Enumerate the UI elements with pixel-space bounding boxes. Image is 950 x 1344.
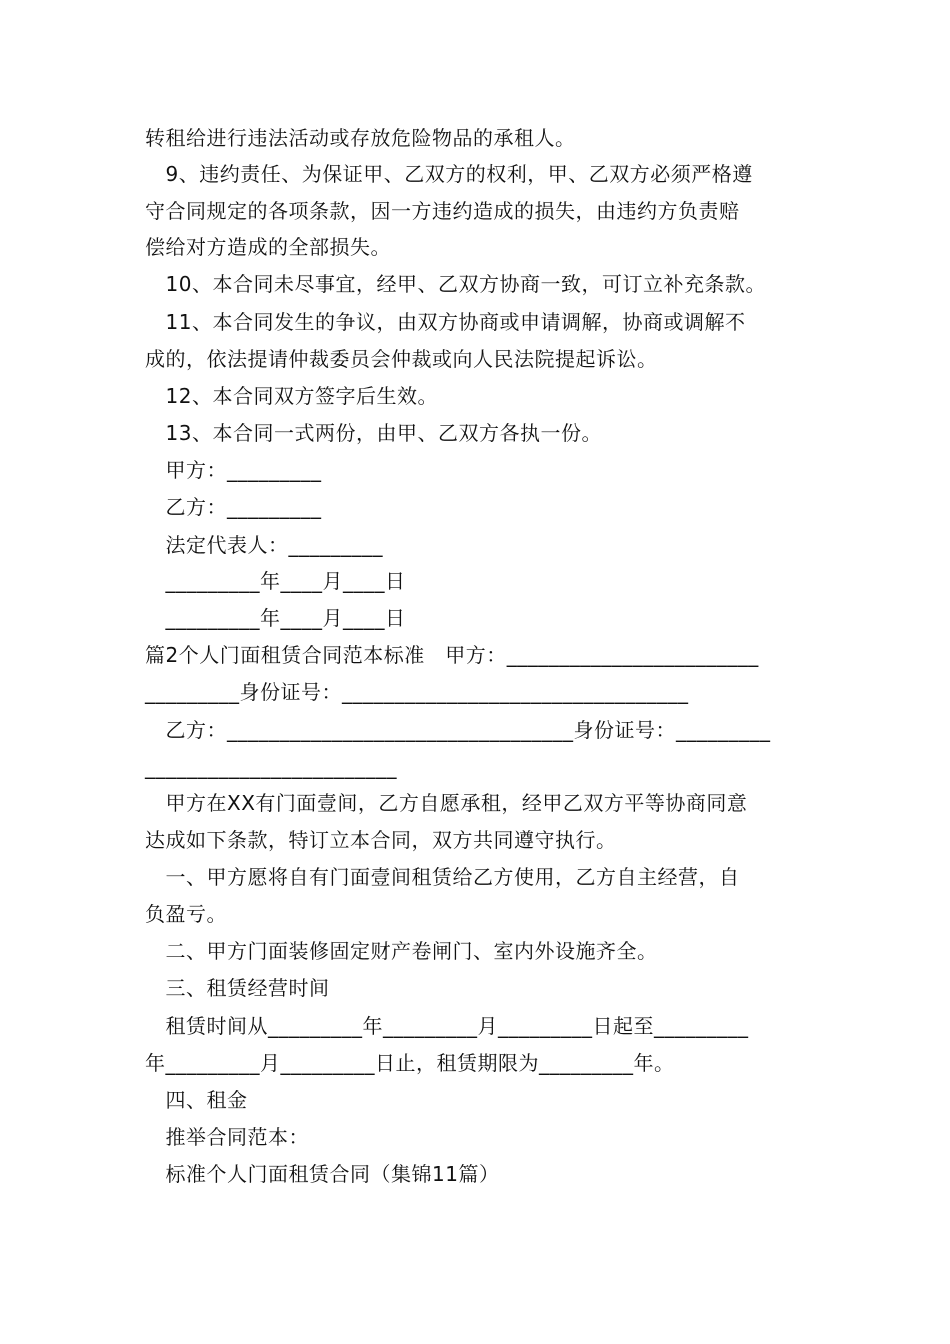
text-line: 推举合同范本： bbox=[145, 1125, 309, 1149]
text-line: 12、本合同双方签字后生效。 bbox=[145, 384, 438, 408]
text-line: 四、租金 bbox=[145, 1088, 248, 1112]
text-line: 二、甲方门面装修固定财产卷闸门、室内外设施齐全。 bbox=[145, 939, 658, 963]
text-line: 年_________月_________日止，租赁期限为_________年。 bbox=[145, 1051, 675, 1075]
recommended-link: 标准个人门面租赁合同（集锦11篇） bbox=[145, 1162, 500, 1186]
signature-party-b: 乙方：_________ bbox=[145, 495, 322, 519]
signature-party-a: 甲方：_________ bbox=[145, 458, 322, 482]
text-line: ________________________ bbox=[145, 755, 397, 779]
legal-representative: 法定代表人：_________ bbox=[145, 533, 383, 557]
text-line: 乙方：_________________________________身份证号：_________ bbox=[145, 718, 771, 742]
text-line: 三、租赁经营时间 bbox=[145, 976, 330, 1000]
text-line: 成的，依法提请仲裁委员会仲裁或向人民法院提起诉讼。 bbox=[145, 347, 658, 371]
text-line: _________身份证号：_________________________________ bbox=[145, 680, 689, 704]
text-line: 甲方在XX有门面壹间，乙方自愿承租，经甲乙双方平等协商同意 bbox=[145, 791, 748, 815]
text-line: 11、本合同发生的争议，由双方协商或申请调解，协商或调解不 bbox=[145, 310, 746, 334]
text-line: 负盈亏。 bbox=[145, 902, 227, 926]
text-line: 10、本合同未尽事宜，经甲、乙双方协商一致，可订立补充条款。 bbox=[145, 272, 766, 296]
text-line: 一、甲方愿将自有门面壹间租赁给乙方使用，乙方自主经营，自 bbox=[145, 865, 740, 889]
date-line: _________年____月____日 bbox=[145, 569, 406, 593]
section-heading: 篇2个人门面租赁合同范本标准 甲方：________________________ bbox=[145, 643, 759, 667]
date-line: _________年____月____日 bbox=[145, 606, 406, 630]
text-line: 偿给对方造成的全部损失。 bbox=[145, 235, 391, 259]
text-line: 转租给进行违法活动或存放危险物品的承租人。 bbox=[145, 126, 576, 150]
text-line: 守合同规定的各项条款，因一方违约造成的损失，由违约方负责赔 bbox=[145, 199, 740, 223]
text-line: 达成如下条款，特订立本合同，双方共同遵守执行。 bbox=[145, 828, 617, 852]
text-line: 13、本合同一式两份，由甲、乙双方各执一份。 bbox=[145, 421, 602, 445]
text-line: 租赁时间从_________年_________月_________日起至_________ bbox=[145, 1014, 749, 1038]
text-line: 9、违约责任、为保证甲、乙双方的权利，甲、乙双方必须严格遵 bbox=[145, 162, 753, 186]
